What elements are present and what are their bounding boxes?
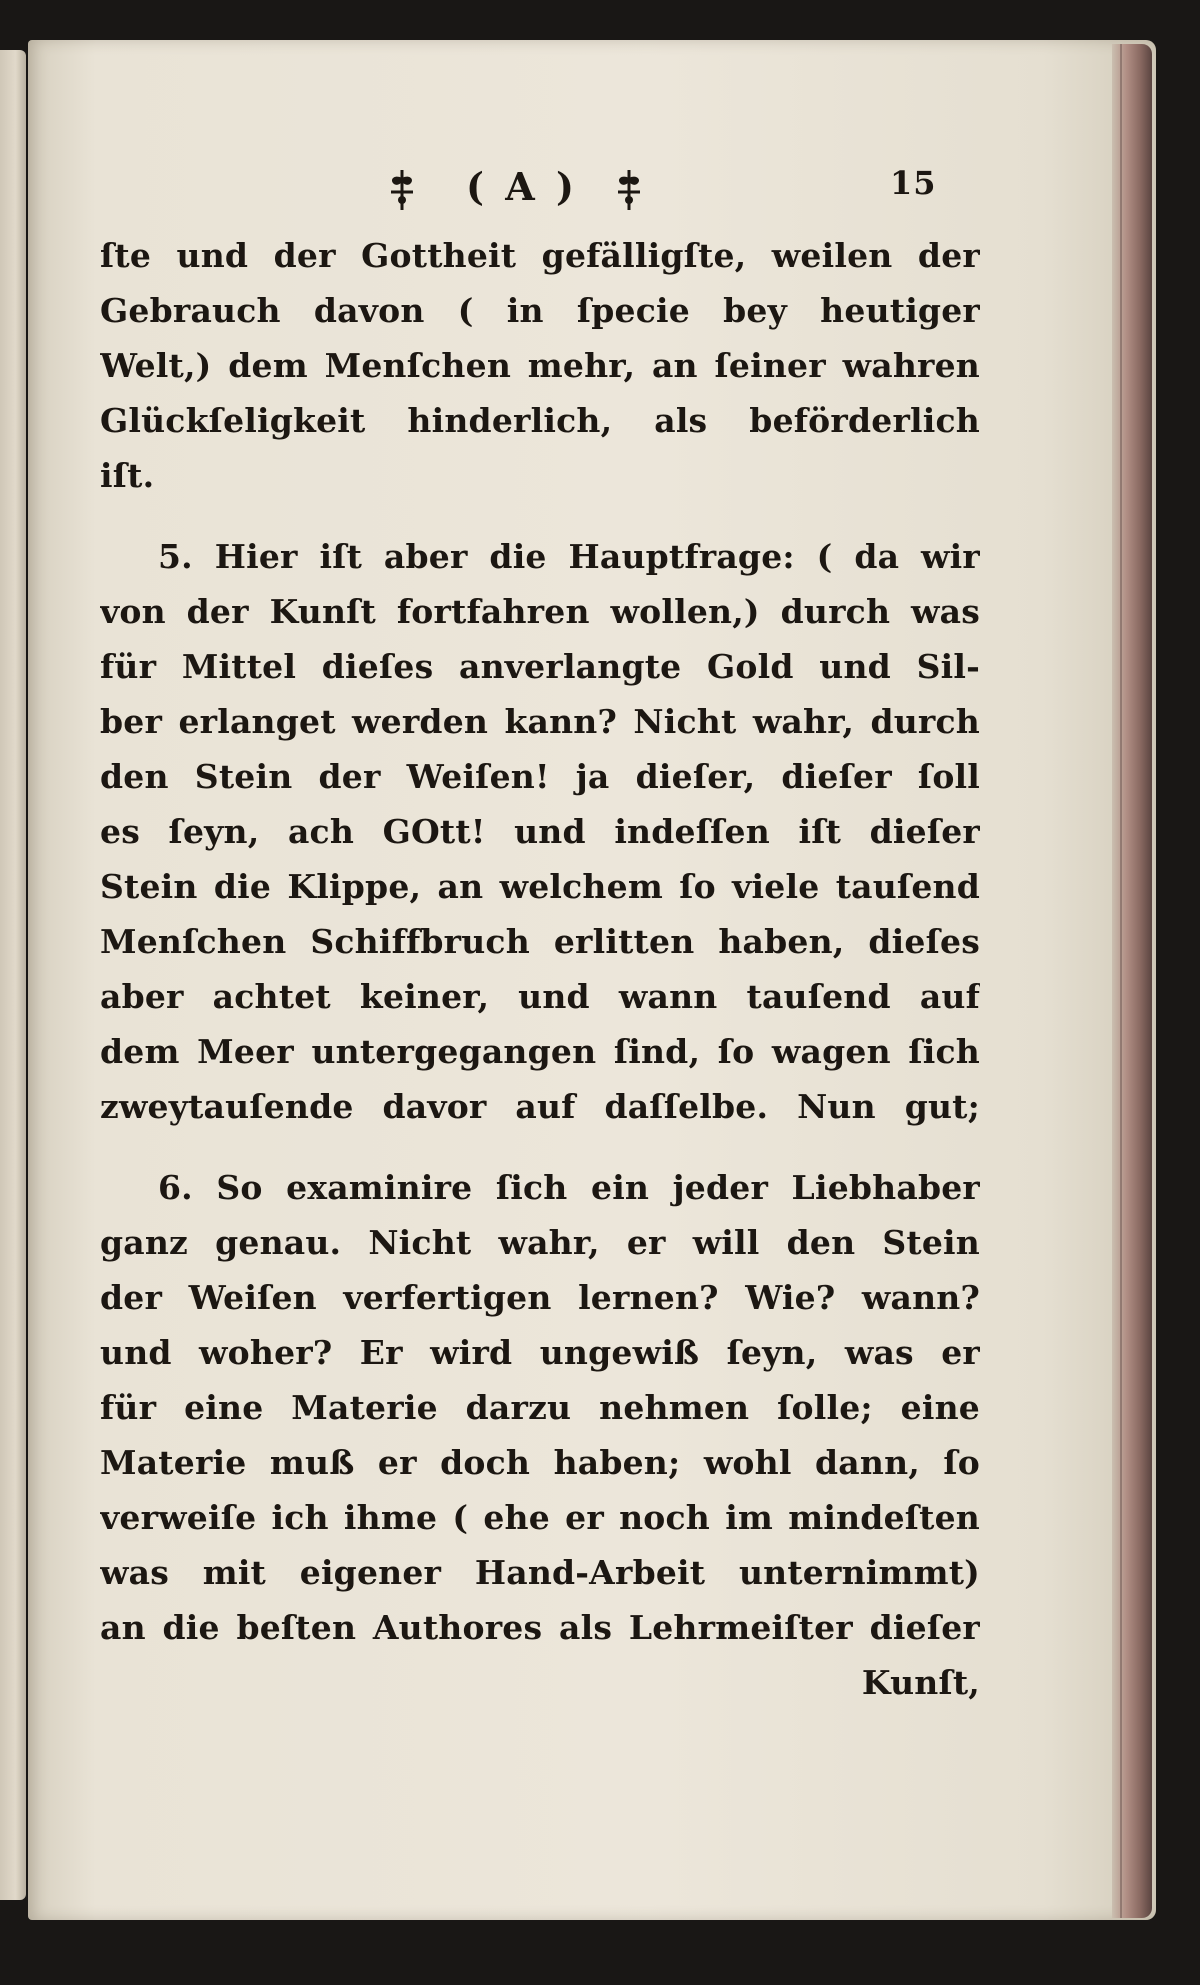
text-line: ſte und der Gottheit gefälligſte, weilen der xyxy=(100,236,980,275)
text-line: Stein die Klippe, an welchem ſo viele tauſend xyxy=(100,867,980,906)
text-line: von der Kunſt fortfahren wollen,) durch was xyxy=(100,592,980,631)
fleuron-icon xyxy=(612,168,646,212)
text-line: ber erlanget werden kann? Nicht wahr, durch xyxy=(100,702,980,741)
paragraph-6 xyxy=(100,1160,980,1655)
text-line: aber achtet keiner, und wann tauſend auf xyxy=(100,977,980,1016)
page-number: 15 xyxy=(890,164,937,202)
text-line: der Weiſen verfertigen lernen? Wie? wann? xyxy=(100,1278,980,1317)
text-line: ganz genau. Nicht wahr, er will den Stein xyxy=(100,1223,980,1262)
text-line: an die beſten Authores als Lehrmeiſter dieſer xyxy=(100,1608,980,1647)
text-line: zweytauſende davor auf daſſelbe. Nun gut; xyxy=(100,1087,980,1126)
fore-edge-line xyxy=(1120,44,1122,1918)
paragraph-1 xyxy=(100,228,980,503)
text-line: verweiſe ich ihme ( ehe er noch im mindeſten xyxy=(100,1498,980,1537)
text-line: dem Meer untergegangen ſind, ſo wagen ſich xyxy=(100,1032,980,1071)
text-line: was mit eigener Hand-Arbeit unternimmt) xyxy=(100,1553,980,1592)
text-line: es ſeyn, ach GOtt! und indeſſen iſt dieſer xyxy=(100,812,980,851)
text-line: Materie muß er doch haben; wohl dann, ſo xyxy=(100,1443,980,1482)
running-head xyxy=(100,160,980,220)
previous-page-edge xyxy=(0,50,26,1900)
page-fore-edge xyxy=(1112,44,1152,1918)
text-line: den Stein der Weiſen! ja dieſer, dieſer ſoll xyxy=(100,757,980,796)
fleuron-icon xyxy=(385,168,419,212)
text-line: Glückſeligkeit hinderlich, als beförderlich xyxy=(100,401,980,440)
text-line: für eine Materie darzu nehmen ſolle; eine xyxy=(100,1388,980,1427)
text-line: 5. Hier iſt aber die Hauptfrage: ( da wir xyxy=(158,537,980,576)
text-line: Menſchen Schiffbruch erlitten haben, dieſes xyxy=(100,922,980,961)
paragraph-gap xyxy=(100,503,980,529)
text-line: für Mittel dieſes anverlangte Gold und Sil- xyxy=(100,647,980,686)
text-line: iſt. xyxy=(100,456,155,495)
paragraph-gap xyxy=(100,1134,980,1160)
text-line: Welt,) dem Menſchen mehr, an ſeiner wahren xyxy=(100,346,980,385)
paragraph-5 xyxy=(100,529,980,1134)
signature-mark: ( A ) xyxy=(466,164,578,209)
text-line: und woher? Er wird ungewiß ſeyn, was er xyxy=(100,1333,980,1372)
text-line: Gebrauch davon ( in ſpecie bey heutiger xyxy=(100,291,980,330)
catchword: Kunſt, xyxy=(861,1663,980,1702)
page-content xyxy=(100,160,980,1710)
text-line: 6. So examinire ſich ein jeder Liebhaber xyxy=(158,1168,980,1207)
